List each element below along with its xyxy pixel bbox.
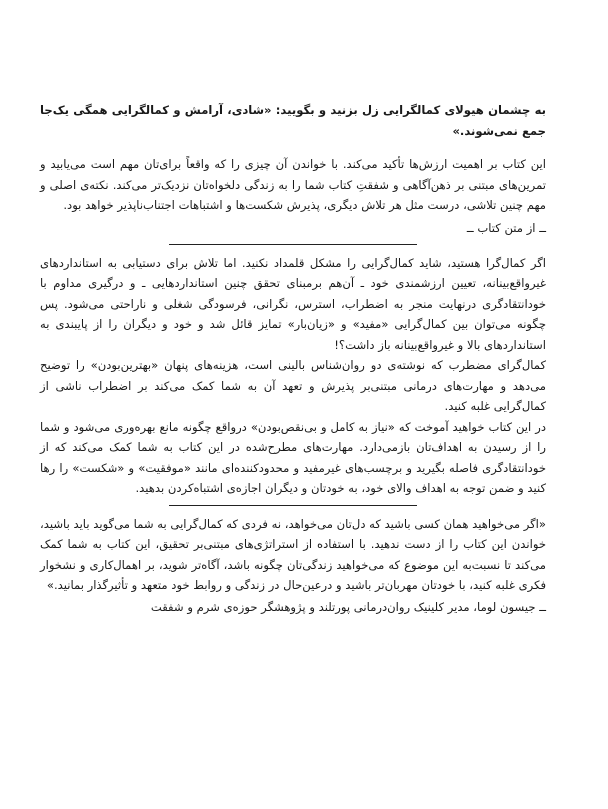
intro-quote: به چشمان هیولای کمالگرایی زل بزنید و بگویید: «شادی، آرامش و کمالگرایی همگی یک‌جا جمع نمی‌شوند.»: [40, 103, 546, 138]
endorsement-author: ــ جیسون لوما، مدیر کلینیک روان‌درمانی پورتلند و پژوهشگر حوزه‌ی شرم و شفقت: [150, 599, 546, 614]
divider-line: [169, 244, 417, 245]
paragraph-perfectionism: اگر کمال‌گرا هستید، شاید کمال‌گرایی را مشکل قلمداد نکنید. اما تلاش برای دستیابی به استانداردهای غیرواقع‌بینانه، تعیین ارزشمندی خود ـ آن‌هم برمبنای تحقق چنین استانداردهایی ـ و درگیری مداوم با خودانتقادگری درنهایت منجر به اضطراب، استرس، نگرانی، فرسودگی شغلی و ناراحتی می‌شود. پس چگونه می‌توان بین کمال‌گرایی «مفید» و «زیان‌بار» تمایز قائل شد و خود و دیگران را از پایبندی به استانداردهای بالا و غیرواقع‌بینانه باز داشت؟!: [40, 255, 546, 352]
paragraph-anxious-perfectionist: کمال‌گرای مضطرب که نوشته‌ی دو روان‌شناس بالینی است، هزینه‌های پنهان «بهترین‌بودن» را توضیح می‌دهد و مهارت‌های درمانی مبتنی‌بر پذیرش و تعهد آن به شما کمک می‌کند بر اضطراب ناشی از کمال‌گرایی غلبه کنید.: [40, 358, 546, 413]
paragraph-what-you-learn: در این کتاب خواهید آموخت که «نیاز به کامل و بی‌نقص‌بودن» درواقع چگونه مانع بهره‌وری می‌شود و شما را از رسیدن به اهداف‌تان بازمی‌دارد. مهارت‌های مطرح‌شده در این کتاب به شما کمک می‌کند که از خودانتقادگری فاصله بگیرید و برچسب‌های غیرمفید و محدودکننده‌ای مانند «موفقیت» و «شکست» را رها کنید و ضمن توجه به اهداف والای خود، به خودتان و دیگران اجازه‌ی اشتباه‌کردن بدهید.: [40, 419, 546, 495]
source-from-book: ــ از متن کتاب ــ: [466, 220, 546, 235]
endorsement-quote: «اگر می‌خواهید همان کسی باشید که دل‌تان می‌خواهد، نه فردی که کمال‌گرایی به شما می‌گوید باید باشید، خواندن این کتاب را از دست ندهید. با استفاده از استراتژی‌های مبتنی‌بر تحقیق، این کتاب به شما کمک می‌کند تا نسبت‌به این موضوع که می‌خواهید زندگی‌تان چگونه باشد، آگاه‌تر شوید، بر اهمال‌کاری و نشخوار فکری غلبه کنید، با خودتان مهربان‌تر باشید و درعین‌حال در زندگی و روابط خود متعهد و تأثیرگذار بمانید.»: [40, 516, 546, 592]
paragraph-values: این کتاب بر اهمیت ارزش‌ها تأکید می‌کند. با خواندن آن چیزی را که واقعاً برای‌تان مهم است می‌یابید و تمرین‌های مبتنی بر ذهن‌آگاهی و شفقتِ کتاب شما را به زندگی دلخواه‌تان نزدیک‌تر می‌کند. نکته‌ی اصلی و مهم چنین تلاشی، درست مثل هر تلاش دیگری، پذیرش شکست‌ها و اشتباهات اجتناب‌ناپذیر خواهد بود.: [40, 157, 546, 212]
divider-line: [169, 505, 417, 506]
